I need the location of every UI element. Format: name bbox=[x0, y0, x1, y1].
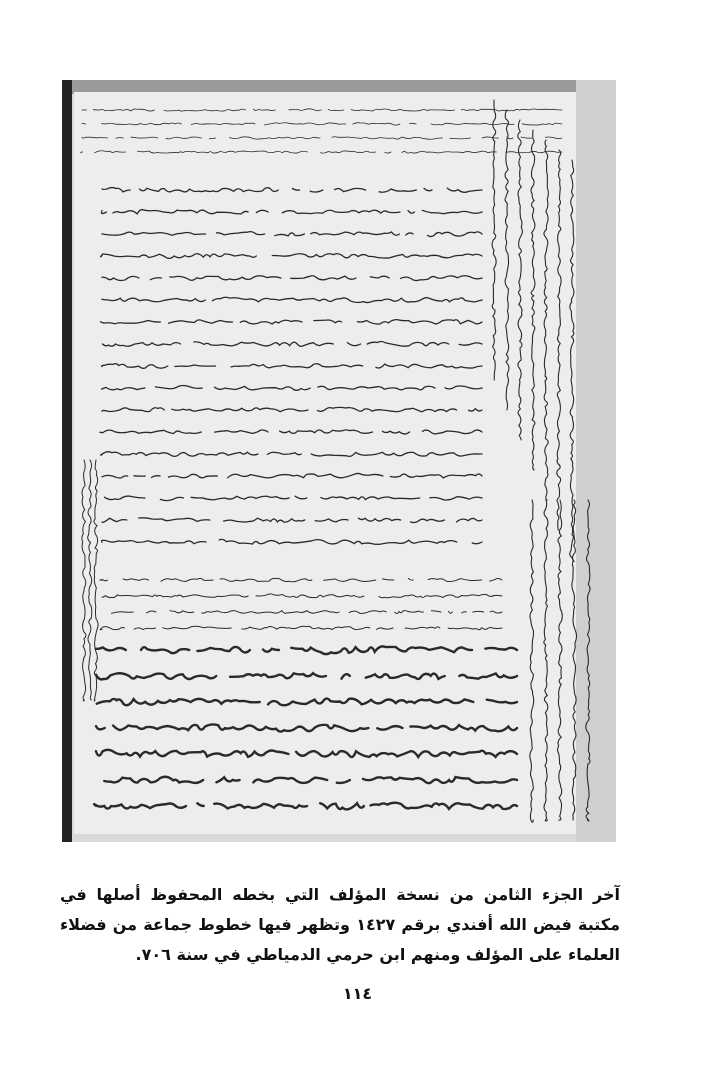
margin-note-stroke bbox=[570, 160, 574, 561]
handwriting-stroke bbox=[102, 188, 482, 193]
handwriting-stroke bbox=[81, 151, 562, 153]
handwriting-stroke bbox=[102, 407, 482, 412]
margin-note-stroke bbox=[518, 120, 523, 440]
handwriting-stroke bbox=[102, 232, 482, 237]
handwriting-stroke bbox=[82, 109, 562, 111]
handwriting-stroke bbox=[102, 518, 482, 523]
handwriting-stroke bbox=[102, 364, 482, 369]
handwriting-stroke bbox=[82, 724, 517, 731]
margin-note-stroke bbox=[88, 460, 92, 700]
margin-note-stroke bbox=[558, 500, 563, 820]
margin-note-stroke bbox=[544, 500, 548, 821]
margin-note-stroke bbox=[82, 460, 86, 701]
handwriting-stroke bbox=[89, 276, 482, 281]
handwriting-stroke bbox=[96, 750, 517, 757]
margin-note-stroke bbox=[544, 140, 548, 500]
margin-note-stroke bbox=[492, 100, 496, 380]
handwriting-stroke bbox=[101, 452, 482, 457]
handwriting-stroke bbox=[89, 699, 517, 706]
margin-note-stroke bbox=[94, 460, 98, 701]
manuscript-handwriting bbox=[62, 80, 616, 842]
handwriting-stroke bbox=[102, 385, 482, 390]
handwriting-stroke bbox=[100, 430, 482, 434]
margin-note-stroke bbox=[530, 500, 534, 822]
page-number: ١١٤ bbox=[342, 984, 373, 1003]
handwriting-stroke bbox=[100, 320, 482, 324]
margin-note-stroke bbox=[586, 500, 590, 821]
margin-note-stroke bbox=[531, 130, 535, 470]
handwriting-stroke bbox=[102, 473, 482, 478]
handwriting-stroke bbox=[102, 594, 502, 598]
handwriting-stroke bbox=[100, 626, 502, 630]
handwriting-stroke bbox=[82, 137, 562, 140]
handwriting-stroke bbox=[82, 123, 562, 125]
handwriting-stroke bbox=[89, 578, 502, 581]
handwriting-stroke bbox=[94, 803, 517, 810]
margin-note-stroke bbox=[572, 500, 577, 820]
handwriting-stroke bbox=[92, 341, 483, 346]
handwriting-stroke bbox=[96, 673, 517, 679]
handwriting-stroke bbox=[102, 611, 502, 614]
margin-note-stroke bbox=[557, 150, 561, 530]
handwriting-stroke bbox=[101, 210, 482, 214]
handwriting-stroke bbox=[83, 646, 517, 654]
handwriting-stroke bbox=[97, 496, 483, 501]
manuscript-photo bbox=[62, 80, 616, 842]
handwriting-stroke bbox=[102, 297, 482, 302]
handwriting-stroke bbox=[102, 539, 482, 544]
handwriting-stroke bbox=[101, 254, 482, 259]
margin-note-stroke bbox=[505, 110, 509, 410]
figure-caption: آخر الجزء الثامن من نسخة المؤلف التي بخطه المحفوظ أصلها في مكتبة فيض الله أفندي برقم ١٤٢٧ وتظهر فيها خطوط جماعة من فضلاء العلماء على المؤلف ومنهم ابن حرمي الدمياطي في سنة ٧٠٦. bbox=[60, 885, 621, 964]
handwriting-stroke bbox=[90, 777, 517, 783]
